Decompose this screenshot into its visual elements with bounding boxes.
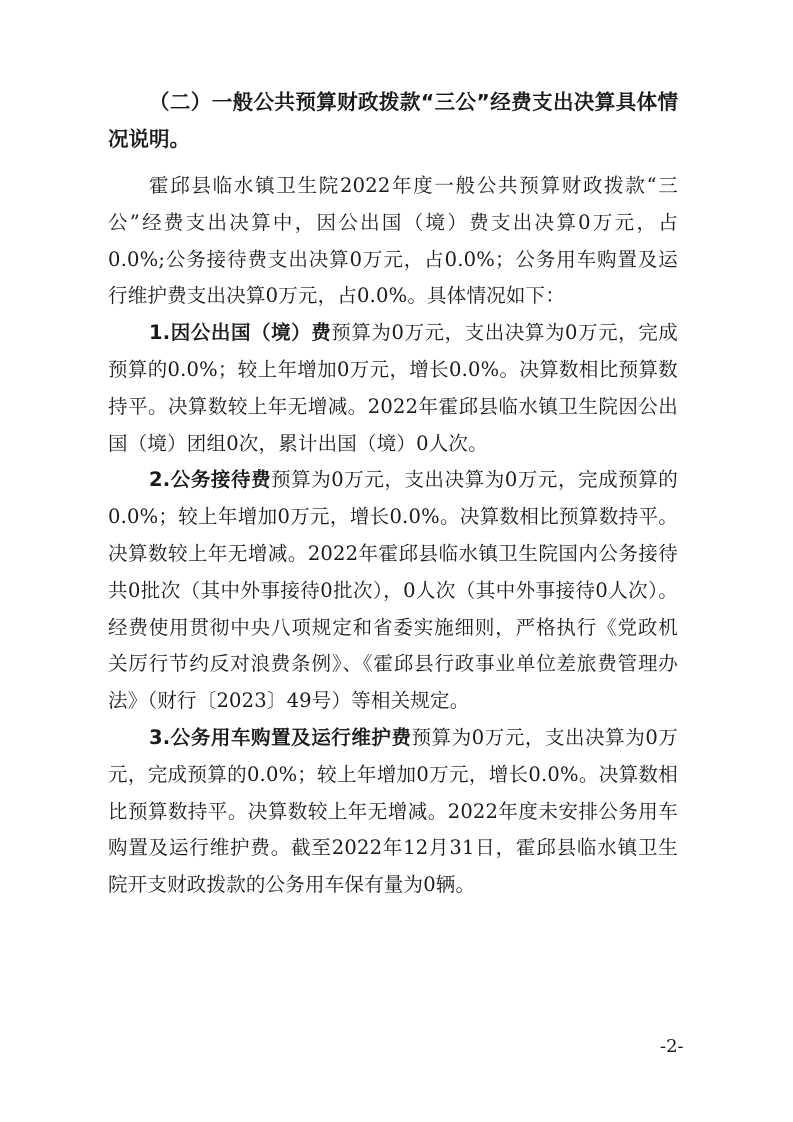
spacer	[108, 158, 678, 168]
document-body	[108, 84, 678, 904]
item-lead: 2.公务接待费	[149, 468, 272, 492]
item-lead: 3.公务用车购置及运行维护费	[149, 725, 412, 749]
section-heading: （二）一般公共预算财政拨款“三公”经费支出决算具体情况说明。	[108, 90, 678, 151]
page-number: -2-	[660, 1036, 684, 1057]
item-text: 预算为0万元，支出决算为0万元，完成预算的0.0%；较上年增加0万元，增长0.0%。决算数相比预算数持平。决算数较上年无增减。2022年度未安排公务用车购置及运行维护费。截至2022年12月31日，霍邱县临水镇卫生院开支财政拨款的公务用车保有量为0辆。	[108, 725, 678, 897]
item-paragraph-vehicles	[108, 720, 678, 904]
item-lead: 1.因公出国（境）费	[149, 321, 332, 345]
item-paragraph-reception	[108, 462, 678, 720]
item-text: 预算为0万元，支出决算为0万元，完成预算的0.0%；较上年增加0万元，增长0.0%。决算数相比预算数持平。决算数较上年无增减。2022年霍邱县临水镇卫生院因公出国（境）团组0次，累计出国（境）0人次。	[108, 321, 678, 455]
item-paragraph-travel-abroad	[108, 315, 678, 462]
intro-paragraph: 霍邱县临水镇卫生院2022年度一般公共预算财政拨款“三公”经费支出决算中，因公出国（境）费支出决算0万元，占0.0%;公务接待费支出决算0万元，占0.0%；公务用车购置及运行维护费支出决算0万元，占0.0%。具体情况如下：	[108, 174, 678, 308]
item-text: 预算为0万元，支出决算为0万元，完成预算的0.0%；较上年增加0万元，增长0.0%。决算数相比预算数持平。决算数较上年无增减。2022年霍邱县临水镇卫生院国内公务接待共0批次（其中外事接待0批次），0人次（其中外事接待0人次）。经费使用贯彻中央八项规定和省委实施细则，严格执行《党政机关厉行节约反对浪费条例》、《霍邱县行政事业单位差旅费管理办法》（财行〔2023〕49号）等相关规定。	[108, 468, 678, 713]
